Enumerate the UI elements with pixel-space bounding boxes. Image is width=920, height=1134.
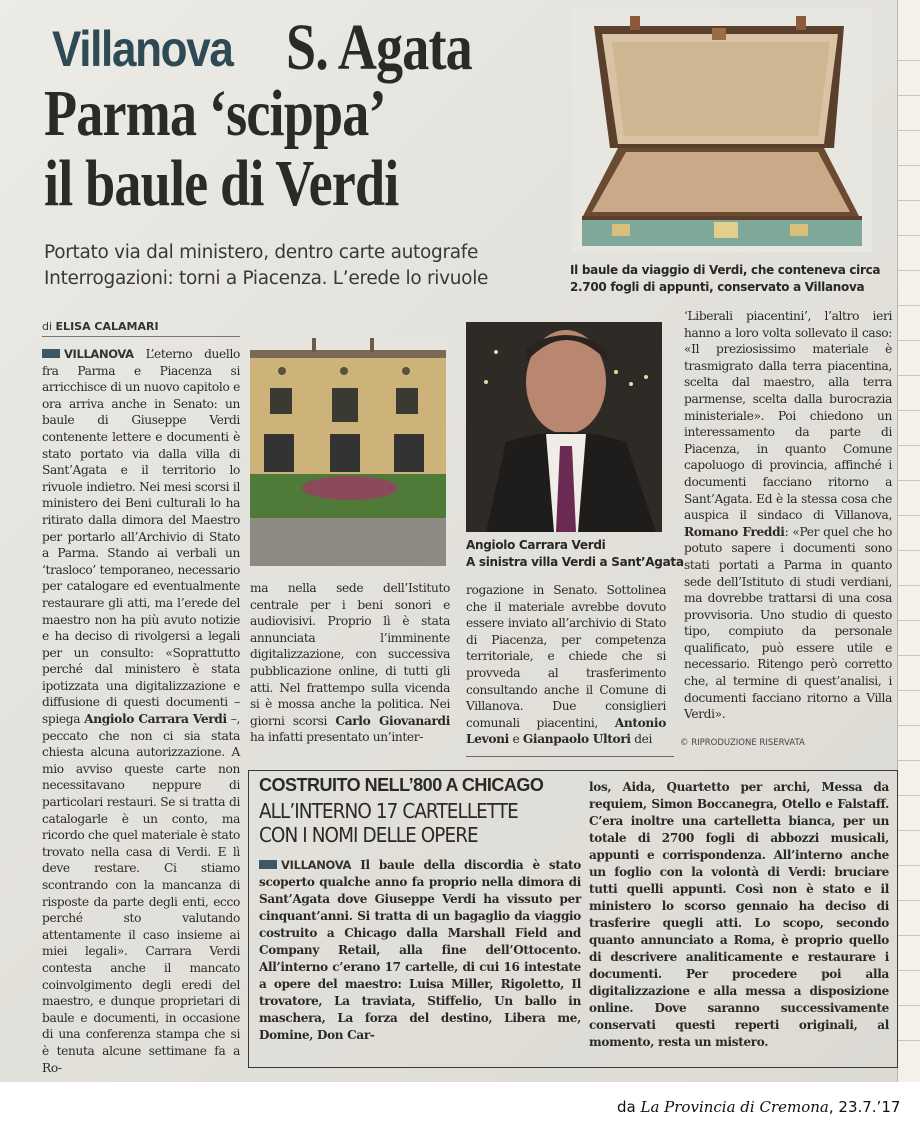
source-attribution xyxy=(617,1098,900,1116)
sidebar-title-line-2: CON I NOMI DELLE OPERE xyxy=(259,823,478,847)
mayor-name: Romano Freddi xyxy=(684,524,785,539)
column-4-rest: : «Per quel che ho potuto sapere i documenti sono stati portati a Parma in quanto sede dell’Istituto di studi verdiani, ma dovrebbe trattarsi di una cosa provvisoria. Uno studio di questo tipo, compiuto da personale qualificato, può essere utile e necessario. Ritengo però corretto che, al termine di quest’analisi, i documenti facciano ritorno a Villa Verdi». xyxy=(684,524,892,722)
trunk-caption-line-1: Il baule da viaggio di Verdi, che conteneva circa xyxy=(570,263,881,277)
angiolo-carrara-verdi-photo xyxy=(466,322,662,532)
column-3-text: rogazione in Senato. Sottolinea che il materiale avrebbe dovuto essere inviato all’archivio di Stato di Piacenza, per competenza territoriale, e chiede che si provveda al trasferimento consultando anche il Comune di Villanova. Due consiglieri comunali piacentini, xyxy=(466,583,666,730)
trunk-caption-line-2: 2.700 fogli di appunti, conservato a Villanova xyxy=(570,280,865,294)
senator-name: Carlo Giovanardi xyxy=(335,713,450,728)
byline-prefix: di xyxy=(42,320,53,333)
councillor-name-1: Antonio Levoni xyxy=(466,715,666,747)
headline-line-2: Parma ‘scippa’ xyxy=(44,77,386,150)
sidebar-box xyxy=(248,770,898,1068)
column-1-lead: L’eterno duello fra Parma e Piacenza si arricchisce di un nuovo capitolo e ora arriva anche in Senato: un baule di Giuseppe Verdi contenente lettere e documenti è stato portato via dalla villa di Sant’Agata e il territorio lo rivuole indietro. Nei mesi scorsi il ministero dei Beni culturali lo ha ritirato dalla dimora del Maestro per portarlo all’Archivio di Stato a Parma. Stando ai verbali un ‘trasloco’ temporaneo, necessario per catalogare ed eventualmente restaurare gli atti, ma l’erede del maestro non ha più avuto notizie e ha deciso di rivolgersi a legali per un consulto: «Soprattutto perché dal ministero è stata ipotizzata una digitalizzazione e diffusione di questi documenti – spiega xyxy=(42,347,241,727)
column-2-text: ma nella sede dell’Istituto centrale per i beni sonori e audiovisivi. Proprio lì è stata annunciata l’imminente digitalizzazione, con successiva pubblicazione online, di tutti gli atti. Nel frattempo sulla vicenda si è mossa anche la politica. Nei giorni scorsi xyxy=(250,581,450,728)
trunk-photo xyxy=(572,8,872,252)
sidebar-dateline-marker xyxy=(259,860,277,869)
sidebar-column-1 xyxy=(259,857,581,1044)
sidebar-dateline: VILLANOVA xyxy=(281,858,352,872)
article-column-2 xyxy=(250,580,450,746)
column-3-rest: dei xyxy=(634,732,653,747)
subheadline-line-1: Portato via dal ministero, dentro carte autografe xyxy=(44,242,479,263)
dateline-marker xyxy=(42,349,60,358)
article-column-1 xyxy=(42,346,240,1076)
sidebar-column-2: los, Aida, Quartetto per archi, Messa da requiem, Simon Boccanegra, Otello e Falstaff. C’era inoltre una cartelletta bianca, per un totale di 2700 fogli di abbozzi musicali, appunti e corrispondenza. All’interno anche un foglio con la volontà di Verdi: bruciare tutti quelli appunti. Così non è stato e il ministero lo scorso gennaio ha deciso di trasferire quegli atti. Lo scopo, secondo quanto annunciato a Roma, è proprio quello di descrivere analiticamente e restaurare i documenti. Per procedere poi alla digitalizzazione e alla messa a disposizione online. Dove saranno successivamente conservati questi reperti originali, al momento, resta un mistero. xyxy=(589,780,889,1049)
column-3-conjunction: e xyxy=(512,732,520,747)
sidebar-kicker: COSTRUITO NELL’800 A CHICAGO xyxy=(259,775,544,795)
quoted-person-name: Angiolo Carrara Verdi xyxy=(84,712,227,727)
column-2-rest: ha infatti presentato un’inter- xyxy=(250,730,424,745)
article-column-3 xyxy=(466,582,666,748)
copyright-notice: © RIPRODUZIONE RISERVATA xyxy=(680,738,805,748)
column-1-rest: –, peccato che non ci sia stata chiesta alcuna autorizzazione. A mio avviso queste carte non necessitavano neppure di particolari restauri. Se si tratta di catalogarle è un conto, ma ricordo che quel materiale è stato trovato nella casa di Verdi. E lì deve restare. Ci stiamo scontrando con la mancanza di risposte da parte degli enti, ecco perché sto valutando attentamente il caso insieme ai miei legali». Carrara Verdi contesta anche il mancato coinvolgimento degli eredi del maestro, e dunque proprietari di baule e documenti, in occasione di una conferenza stampa che si è tenuta alcune settimane fa a Ro- xyxy=(42,712,240,1075)
source-prefix: da xyxy=(617,1098,636,1116)
headline-line-3: il baule di Verdi xyxy=(44,147,399,220)
villa-verdi-photo xyxy=(250,338,446,566)
person-caption-line-2: A sinistra villa Verdi a Sant’Agata xyxy=(466,555,684,569)
trunk-photo-caption xyxy=(570,262,880,296)
sidebar-title-line-1: ALL’INTERNO 17 CARTELLETTE xyxy=(259,799,518,823)
column-4-text: ‘Liberali piacentini’, l’altro ieri hanno a loro volta sollevato il caso: «Il preziosissimo materiale è trasmigrato dalla terra piacentina, scelta dal maestro, alla terra parmense, scelta dalla burocrazia ministeriale». Poi chiedono un interessamento da parte di Piacenza, in quanto Comune capoluogo di provincia, affinché i documenti facciano ritorno a Sant’Agata. Ed è la stessa cosa che auspica il sindaco di Villanova, xyxy=(684,309,892,523)
byline xyxy=(42,320,240,337)
subheadline-line-2: Interrogazioni: torni a Piacenza. L’erede lo rivuole xyxy=(44,268,489,289)
notebook-page-edge xyxy=(897,0,920,1082)
byline-author: ELISA CALAMARI xyxy=(55,320,159,333)
person-caption-line-1: Angiolo Carrara Verdi xyxy=(466,538,606,552)
councillor-name-2: Gianpaolo Ultori xyxy=(522,732,631,747)
column-divider xyxy=(466,756,674,757)
headline-kicker: Villanova xyxy=(52,21,233,77)
sidebar-column-1-text: Il baule della discordia è stato scoperto qualche anno fa proprio nella dimora di Sant’Agata dove Giuseppe Verdi ha vissuto per cinquant’anni. Si tratta di un bagaglio da viaggio costruito a Chicago dalla Marshall Field and Company Retail, alla fine dell’Ottocento. All’interno c’erano 17 cartelle, di cui 16 intestate a opere del maestro: Luisa Miller, Rigoletto, Il trovatore, La traviata, Stiffelio, Un ballo in maschera, La forza del destino, Libera me, Domine, Don Car- xyxy=(259,858,581,1042)
article-column-4 xyxy=(684,308,892,723)
dateline: VILLANOVA xyxy=(64,347,134,361)
headline-line-1: S. Agata xyxy=(286,11,472,84)
subheadline xyxy=(44,240,488,292)
source-date: , 23.7.’17 xyxy=(828,1098,901,1116)
person-photo-caption xyxy=(466,537,684,571)
source-publication: La Provincia di Cremona xyxy=(640,1098,829,1116)
